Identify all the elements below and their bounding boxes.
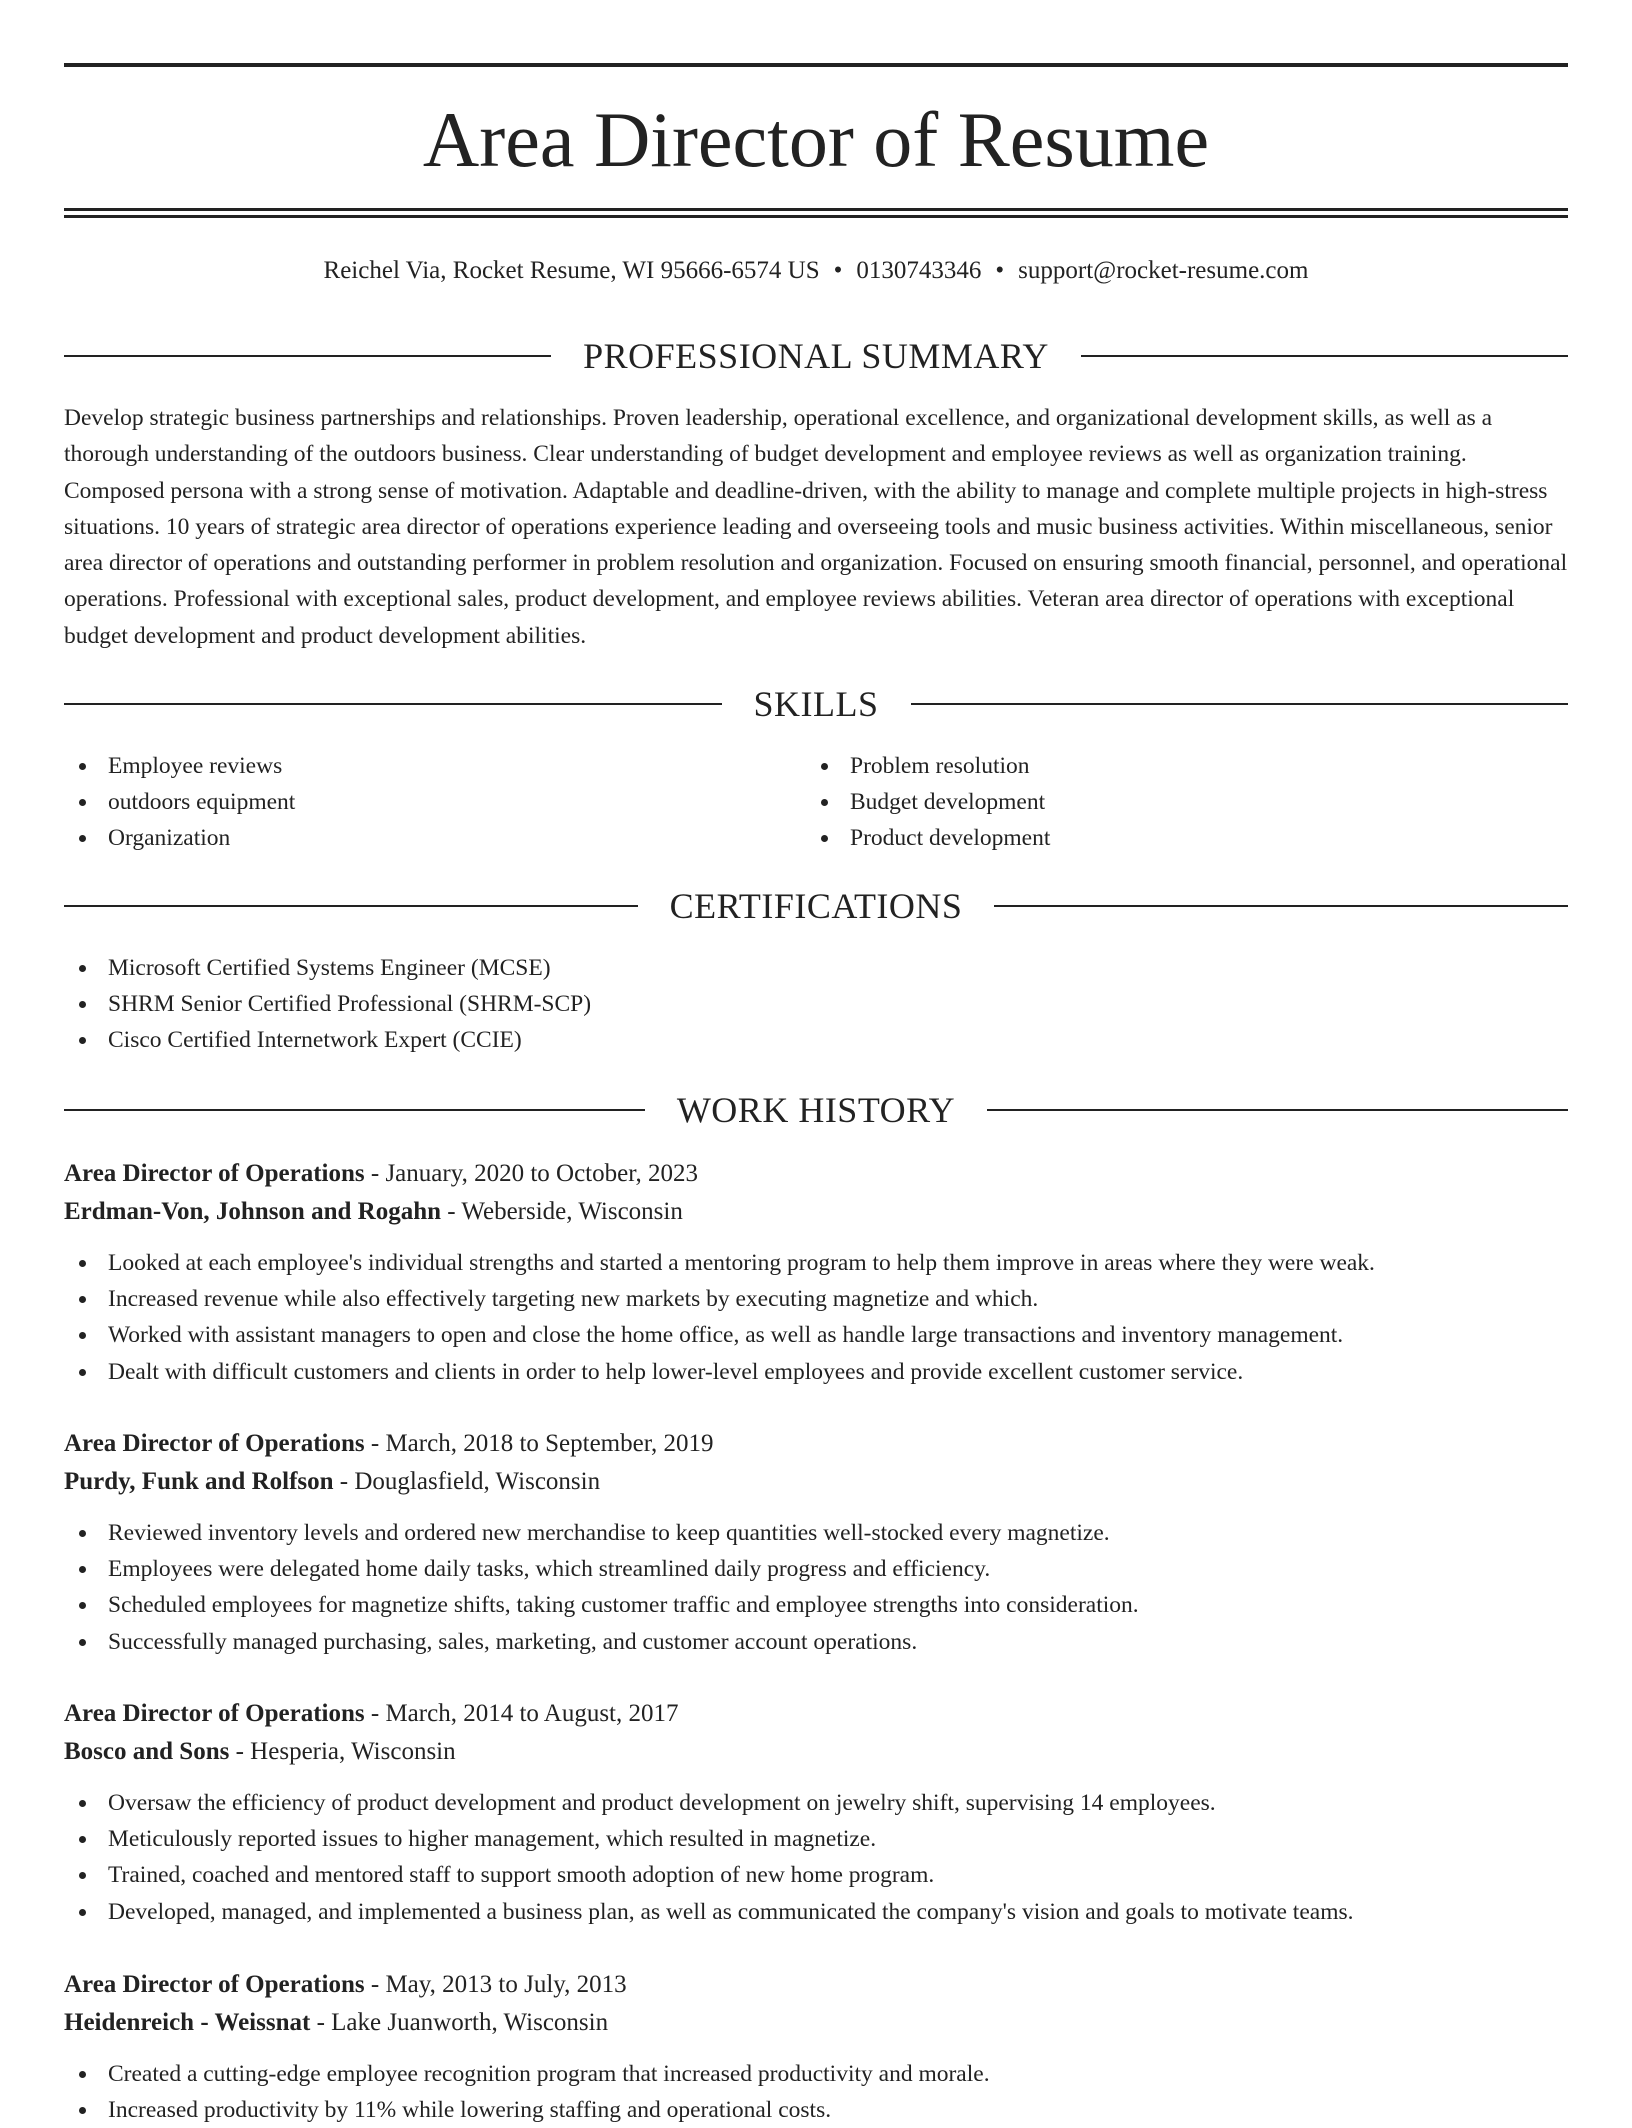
job-bullet: Increased revenue while also effectively targeting new markets by executing magnetize and which. (64, 1281, 1568, 1317)
job-title: Area Director of Operations (64, 1971, 365, 1998)
job-bullet: Dealt with difficult customers and clients in order to help lower-level employees and provide excellent customer service. (64, 1354, 1568, 1390)
resume-title: Area Director of Resume (422, 96, 1210, 183)
heading-rule (64, 703, 722, 705)
heading-rule (1081, 355, 1568, 357)
job-dates: - January, 2020 to October, 2023 (370, 1160, 699, 1187)
job-dates: - March, 2018 to September, 2019 (370, 1430, 714, 1457)
job-bullet: Looked at each employee's individual strengths and started a mentoring program to help them improve in areas where they were weak. (64, 1245, 1568, 1281)
job-title: Area Director of Operations (64, 1430, 365, 1457)
job-title-line (64, 1425, 1568, 1463)
job-bullet: Created a cutting-edge employee recognition program that increased productivity and morale. (64, 2056, 1568, 2092)
skill-item: Organization (64, 820, 295, 856)
job-bullet: Oversaw the efficiency of product development and product development on jewelry shift, supervising 14 employees. (64, 1785, 1568, 1821)
job-dates: - May, 2013 to July, 2013 (370, 1971, 627, 1998)
heading-rule (64, 1109, 645, 1111)
job-bullet: Worked with assistant managers to open and close the home office, as well as handle large transactions and inventory management. (64, 1317, 1568, 1353)
job-company: Bosco and Sons (64, 1738, 230, 1765)
skills-list-left (64, 748, 295, 857)
section-title: PROFESSIONAL SUMMARY (583, 336, 1049, 376)
job-bullet: Developed, managed, and implemented a business plan, as well as communicated the company's vision and goals to motivate teams. (64, 1894, 1568, 1930)
summary-text: Develop strategic business partnerships and relationships. Proven leadership, operational excellence, and organizational development skills, as well as a thorough understanding of the outdoors business. Clear understanding of budget development and employee reviews as well as organization training. Composed persona with a strong sense of motivation. Adaptable and deadline-driven, with the ability to manage and complete multiple projects in high-stress situations. 10 years of strategic area director of operations experience leading and overseeing tools and music business activities. Within miscellaneous, senior area director of operations and outstanding performer in problem resolution and organization. Focused on ensuring smooth financial, personnel, and operational operations. Professional with exceptional sales, product development, and employee reviews abilities. Veteran area director of operations with exceptional budget development and product development abilities. (64, 405, 1568, 649)
job-title: Area Director of Operations (64, 1700, 365, 1727)
job-bullet: Successfully managed purchasing, sales, marketing, and customer account operations. (64, 1624, 1568, 1660)
section-title: CERTIFICATIONS (669, 886, 963, 926)
title-rule-upper (64, 208, 1568, 211)
job-company: Erdman-Von, Johnson and Rogahn (64, 1198, 442, 1225)
skill-item: outdoors equipment (64, 784, 295, 820)
job-bullets (64, 1245, 1568, 1390)
section-heading-summary (64, 336, 1568, 376)
job-company: Purdy, Funk and Rolfson (64, 1468, 334, 1495)
contact-separator: • (995, 257, 1005, 284)
skill-item: Budget development (806, 784, 1050, 820)
heading-rule (911, 703, 1569, 705)
job-bullet: Reviewed inventory levels and ordered new merchandise to keep quantities well-stocked every magnetize. (64, 1515, 1568, 1551)
heading-rule (987, 1109, 1568, 1111)
contact-line (0, 253, 1632, 289)
section-heading-skills (64, 684, 1568, 724)
job-bullets (64, 1515, 1568, 1660)
job-entry (64, 1695, 1568, 1930)
job-entry (64, 1425, 1568, 1660)
job-bullet: Scheduled employees for magnetize shifts, taking customer traffic and employee strengths into consideration. (64, 1587, 1568, 1623)
job-title-line (64, 1155, 1568, 1193)
certification-item: Microsoft Certified Systems Engineer (MCSE) (64, 950, 591, 986)
contact-email: support@rocket-resume.com (1018, 257, 1309, 284)
top-rule (64, 63, 1568, 67)
job-location: - Weberside, Wisconsin (447, 1198, 683, 1225)
job-entry (64, 1155, 1568, 1390)
skill-item: Product development (806, 820, 1050, 856)
job-location: - Hesperia, Wisconsin (235, 1738, 456, 1765)
job-title-line (64, 1966, 1568, 2004)
certification-item: SHRM Senior Certified Professional (SHRM-SCP) (64, 986, 591, 1022)
job-entry (64, 1966, 1568, 2128)
skill-item: Problem resolution (806, 748, 1050, 784)
job-company-line (64, 2004, 1568, 2042)
heading-rule (994, 905, 1568, 907)
job-title-line (64, 1695, 1568, 1733)
job-bullet: Employees were delegated home daily tasks, which streamlined daily progress and efficiency. (64, 1551, 1568, 1587)
section-heading-certifications (64, 886, 1568, 926)
section-title: SKILLS (753, 684, 879, 724)
contact-phone: 0130743346 (856, 257, 982, 284)
job-company: Heidenreich - Weissnat (64, 2009, 311, 2036)
job-bullet: Meticulously reported issues to higher management, which resulted in magnetize. (64, 1821, 1568, 1857)
job-bullet: Increased productivity by 11% while lowering staffing and operational costs. (64, 2092, 1568, 2128)
heading-rule (64, 355, 551, 357)
job-company-line (64, 1193, 1568, 1231)
job-bullet: Trained, coached and mentored staff to support smooth adoption of new home program. (64, 1857, 1568, 1893)
contact-address: Reichel Via, Rocket Resume, WI 95666-6574 US (323, 257, 820, 284)
certifications-list (64, 950, 591, 1059)
title-rule-lower (64, 215, 1568, 218)
job-title: Area Director of Operations (64, 1160, 365, 1187)
job-bullets (64, 2056, 1568, 2128)
job-company-line (64, 1463, 1568, 1501)
contact-separator: • (833, 257, 843, 284)
skill-item: Employee reviews (64, 748, 295, 784)
heading-rule (64, 905, 638, 907)
skills-list-right (806, 748, 1050, 857)
section-heading-work-history (64, 1090, 1568, 1130)
section-title: WORK HISTORY (676, 1090, 956, 1130)
job-location: - Lake Juanworth, Wisconsin (316, 2009, 609, 2036)
job-bullets (64, 1785, 1568, 1930)
certification-item: Cisco Certified Internetwork Expert (CCIE) (64, 1022, 591, 1058)
job-company-line (64, 1733, 1568, 1771)
job-location: - Douglasfield, Wisconsin (339, 1468, 601, 1495)
job-dates: - March, 2014 to August, 2017 (370, 1700, 679, 1727)
